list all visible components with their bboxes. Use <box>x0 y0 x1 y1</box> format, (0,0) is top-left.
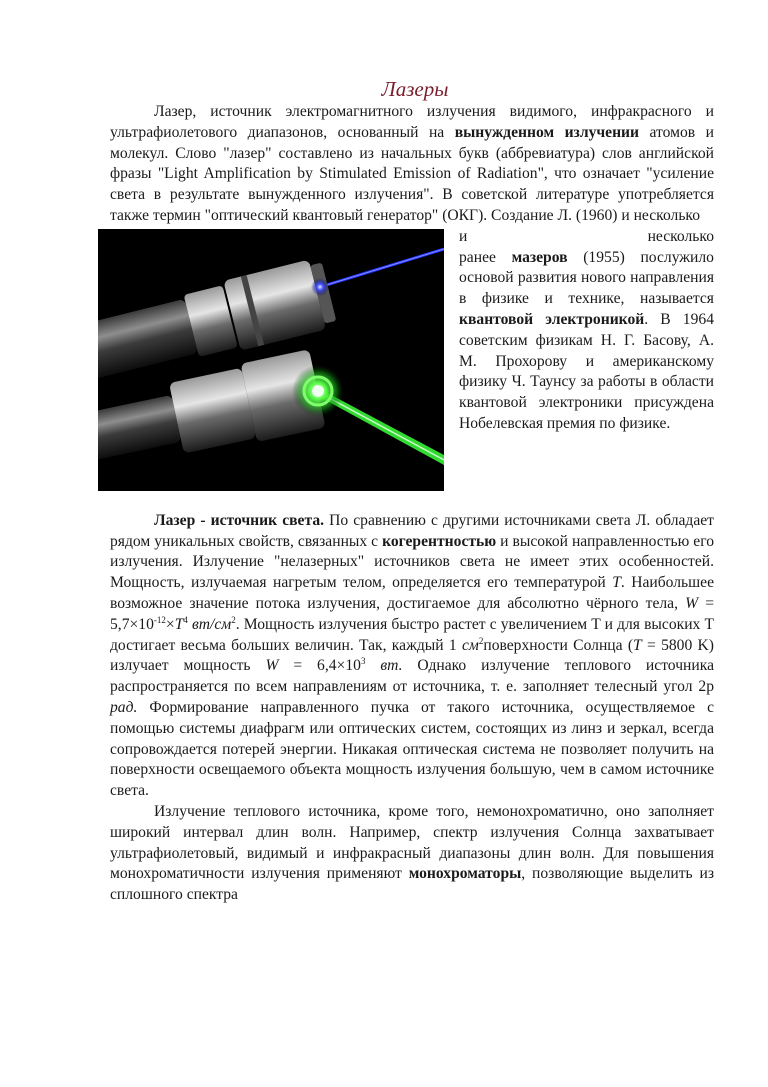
s3-text-c: , позволяющие выделить из сплошного спектра <box>110 865 714 904</box>
laser-pointers-photo <box>98 229 444 491</box>
s2-text-i: = 5800 K) излучает мощность <box>110 636 714 675</box>
term-masers: мазеров <box>511 248 568 266</box>
section2-heading: Лазер - источник света. <box>154 511 325 529</box>
exponent: 4 <box>183 614 188 625</box>
s2-text-d: . Наибольшее возможное значение потока излучения, достигаемое для абсолютно чёрного тела, <box>110 574 714 612</box>
section3-paragraph <box>110 802 714 906</box>
side-and-label: и несколько <box>459 227 714 245</box>
exponent: -12 <box>153 614 166 625</box>
s2-text-c: и высокой направленностью его излучения. Излучение "нелазерных" источников света не имеет этих особенностей. Мощность, излучаемая нагретым телом, определяется его температурой <box>110 532 714 592</box>
exponent: 2 <box>231 614 236 625</box>
s2-text-l: Формирование направленного пучка от такого источника, осуществляемое с помощью системы диафрагм или оптических систем, состоящих из линз и зеркал, всегда сопровождается потерей энергии. Никакая оптическая система не позволяет получить на поверхности освещаемого объекта мощность излучения большую, чем в самом источнике света. <box>110 698 714 800</box>
s2-text-f: × <box>165 615 175 633</box>
page-title: Лазеры <box>381 77 449 101</box>
intro-text-c: атомов и молекул. Слово "лазер" составлено из начальных букв (аббревиатура) слов английской фразы "Light Amplification by Stimulated Emission of Radiation", что означает "усиление света в результате вынужденного излучения". В советской литературе употребляется также термин "оптический квантовый генератор" (ОКГ). Создание Л. (1960) и несколько <box>110 123 714 224</box>
unit: рад. <box>110 698 138 716</box>
unit: см <box>461 636 479 654</box>
symbol-T: T <box>174 615 184 633</box>
s2-text-k: Однако излучение теплового источника распространяется по всем направлениям от источника, т. е. заполняет телесный угол 2p <box>110 657 714 696</box>
term-stimulated-emission: вынужденном излучении <box>454 123 640 141</box>
exponent: 3 <box>360 656 366 667</box>
s2-text-e: = 5,7×10 <box>110 594 714 633</box>
term-quantum-electronics: квантовой электроникой <box>459 310 645 328</box>
symbol-T: T <box>612 574 621 592</box>
symbol-W: W <box>685 594 699 612</box>
symbol-W: W <box>265 657 279 675</box>
exponent: 2 <box>478 635 484 646</box>
s3-text-a: Излучение теплового источника, кроме того, немонохроматично, оно заполняет широкий интервал длин волн. Например, спектр излучения Солнца захватывает ультрафиолетовый, видимый и инфракрасный диапазоны длин волн. Для повышения монохроматичности излучения применяют <box>110 802 714 883</box>
s2-text-j: = 6,4×10 <box>278 657 361 675</box>
document-page <box>110 76 714 906</box>
side-text-column <box>459 227 714 435</box>
side-paragraph-body <box>459 227 714 435</box>
s2-text-h: поверхности Солнца ( <box>483 636 634 654</box>
section-gap <box>110 493 714 511</box>
symbol-T: T <box>633 636 642 654</box>
unit: вт. <box>365 657 403 675</box>
intro-paragraph <box>110 102 714 227</box>
s2-text-a: По сравнению с другими источниками света Л. обладает рядом уникальных свойств, связанных с <box>110 511 714 550</box>
section2-paragraph <box>110 511 714 802</box>
intro-text-a: Лазер, источник электромагнитного излучения видимого, инфракрасного и ультрафиолетового диапазонов, основанный на <box>110 103 714 141</box>
unit: вт/см <box>187 615 232 633</box>
figure-block <box>110 227 714 493</box>
term-monochromators: монохроматоры <box>408 865 522 883</box>
side-text-a: ранее <box>459 248 512 266</box>
s2-text-g: . Мощность излучения быстро растет с увеличением T и для высоких T достигает весьма больших величин. Так, каждый 1 <box>110 615 714 654</box>
side-text-e: . В 1964 советским физикам Н. Г. Басову, А. М. Прохорову и американскому физику Ч. Таунсу за работы в области квантовой электроники присуждена Нобелевская премия по физике. <box>459 310 714 432</box>
side-text-c: (1955) послужило основой развития нового направления в физике и технике, называется <box>459 248 714 308</box>
term-coherence: когерентностью <box>382 532 497 550</box>
